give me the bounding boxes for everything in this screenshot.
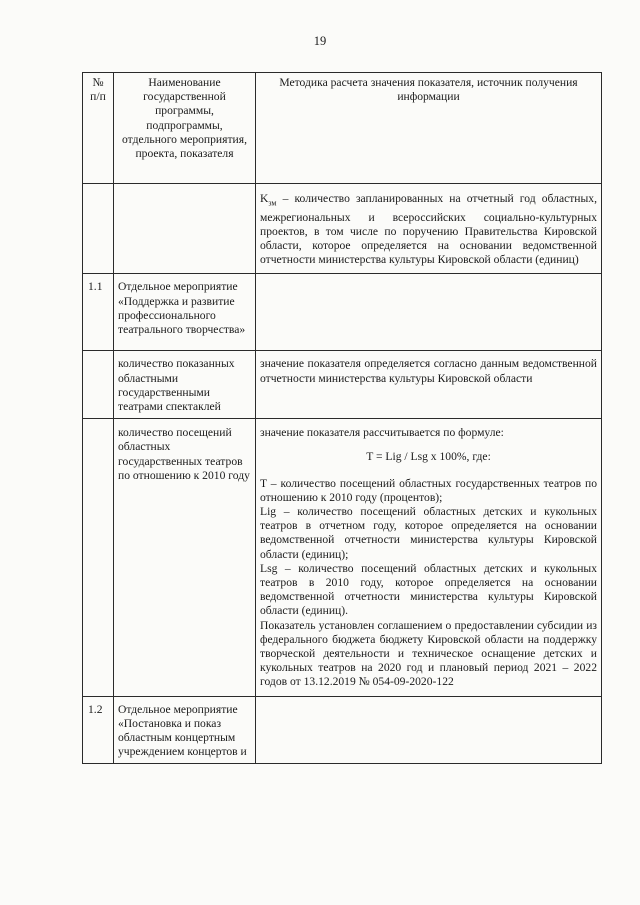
row-name: количество показанных областными государственными театрами спектаклей (114, 351, 256, 419)
row-method (256, 419, 602, 696)
table-row (83, 351, 602, 419)
k-subscript: зм (268, 198, 277, 208)
formula-line: T – количество посещений областных государственных театров по отношению к 2010 году (процентов); (260, 476, 597, 504)
row-name (114, 184, 256, 274)
row-method (256, 184, 602, 274)
row-method (256, 274, 602, 351)
page-number: 19 (313, 34, 327, 48)
row-method (256, 696, 602, 764)
header-method: Методика расчета значения показателя, источник получения информации (256, 73, 602, 184)
table-row (83, 274, 602, 351)
k-description: – количество запланированных на отчетный год областных, межрегиональных и всероссийских социально-культурных проектов, в том числе по поручению Правительства Кировской области, которое определяется на основании ведомственной отчетности министерства культуры Кировской области (единиц) (260, 192, 597, 267)
table-row (83, 184, 602, 274)
row-method: значение показателя определяется согласно данным ведомственной отчетности министерства культуры Кировской области (256, 351, 602, 419)
header-name: Наименование государственной программы, подпрограммы, отдельного мероприятия, проекта, показателя (114, 73, 256, 184)
row-name: количество посещений областных государственных театров по отношению к 2010 году (114, 419, 256, 696)
k-symbol: K (260, 192, 269, 205)
header-num: № п/п (83, 73, 114, 184)
table-row (83, 696, 602, 764)
formula-intro: значение показателя рассчитывается по формуле: (260, 426, 504, 440)
row-name: Отдельное мероприятие «Постановка и показ областным концертным учреждением концертов и (114, 696, 256, 764)
row-num: 1.1 (83, 274, 114, 351)
row-name: Отдельное мероприятие «Поддержка и развитие профессионального театрального творчества» (114, 274, 256, 351)
table-row (83, 419, 602, 696)
table-header-row (83, 73, 602, 184)
row-num (83, 351, 114, 419)
row-num (83, 419, 114, 696)
indicator-table (82, 72, 602, 764)
row-num (83, 184, 114, 274)
formula-line: Показатель установлен соглашением о предоставлении субсидии из федерального бюджета бюджету Кировской области на поддержку творческой деятельности и техническое оснащение детских и кукольных театров на 2020 год и плановый период 2021 – 2022 годов от 13.12.2019 № 054-09-2020-122 (260, 618, 597, 689)
row-num: 1.2 (83, 696, 114, 764)
formula-line: Lsg – количество посещений областных детских и кукольных театров в 2010 году, которое определяется на основании ведомственной отчетности министерства культуры Кировской области (единиц). (260, 561, 597, 618)
formula: T = Lig / Lsg x 100%, где: (366, 450, 491, 464)
formula-line: Lig – количество посещений областных детских и кукольных театров в отчетном году, которое определяется на основании ведомственной отчетности министерства культуры Кировской области (единиц); (260, 504, 597, 561)
